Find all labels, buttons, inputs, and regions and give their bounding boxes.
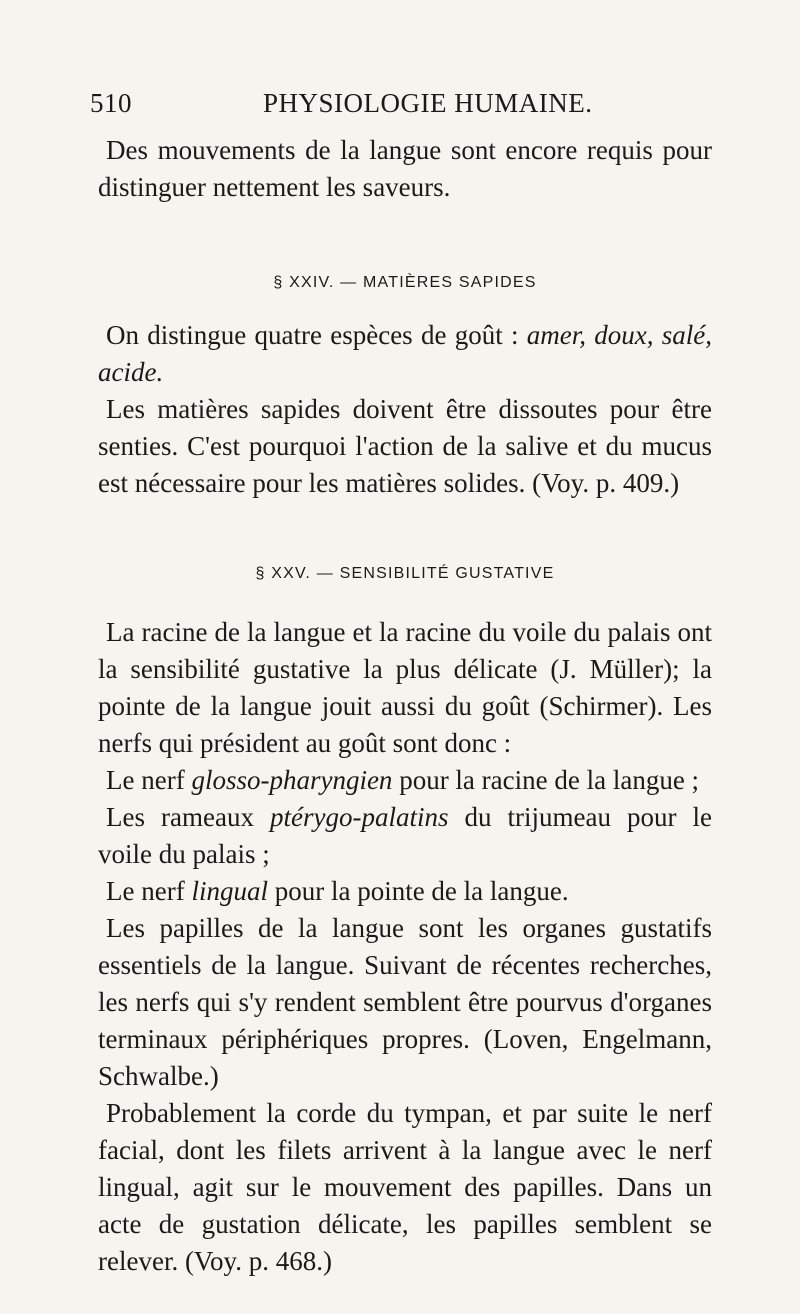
section-heading-sensibilite-gustative: § XXV. — SENSIBILITÉ GUSTATIVE	[255, 565, 555, 582]
nerve-term: glosso-pharyngien	[191, 765, 393, 795]
paragraph-text: Le nerf	[106, 765, 192, 795]
paragraph-glosso	[98, 762, 712, 799]
paragraph-text: Les rameaux	[106, 802, 270, 832]
paragraph-text: pour la racine de la langue ;	[392, 765, 700, 795]
paragraph-mouvements: Des mouvements de la langue sont encore requis pour distinguer nettement les saveurs.	[98, 135, 712, 202]
section-heading-matieres-sapides: § XXIV. — MATIÈRES SAPIDES	[273, 274, 537, 291]
paragraph-pterygo	[98, 799, 712, 873]
paragraph-text: On distingue quatre espèces de goût :	[106, 320, 527, 350]
page-number: 510	[90, 88, 132, 118]
nerve-term: lingual	[191, 876, 268, 906]
paragraph-text: Le nerf	[106, 876, 192, 906]
page-body	[98, 132, 712, 1280]
paragraph-corde-tympan: Probablement la corde du tympan, et par suite le nerf facial, dont les filets arrivent à la langue avec le nerf lingual, agit sur le mouvement des papilles. Dans un acte de gustation délicate, les papilles semblent se relever. (Voy. p. 468.)	[98, 1098, 712, 1276]
paragraph-racine: La racine de la langue et la racine du voile du palais ont la sensibilité gustative la plus délicate (J. Müller); la pointe de la langue jouit aussi du goût (Schirmer). Les nerfs qui président au goût sont donc :	[98, 617, 712, 758]
paragraph-dissoutes: Les matières sapides doivent être dissoutes pour être senties. C'est pourquoi l'action de la salive et du mucus est nécessaire pour les matières solides. (Voy. p. 409.)	[98, 394, 712, 498]
running-title: PHYSIOLOGIE HUMAINE.	[263, 88, 593, 118]
taste-list: amer, doux, salé, acide.	[98, 320, 712, 387]
nerve-term: ptérygo-palatins	[269, 802, 449, 832]
paragraph-lingual	[98, 873, 712, 910]
paragraph-text: pour la pointe de la langue.	[267, 876, 569, 906]
paragraph-especes-gout	[98, 317, 712, 391]
paragraph-papilles: Les papilles de la langue sont les organes gustatifs essentiels de la langue. Suivant de récentes recherches, les nerfs qui s'y rendent semblent être pourvus d'organes terminaux périphériques propres. (Loven, Engelmann, Schwalbe.)	[98, 913, 712, 1091]
page-header	[90, 80, 710, 120]
paragraph-text: du trijumeau pour le voile du palais ;	[98, 802, 712, 869]
